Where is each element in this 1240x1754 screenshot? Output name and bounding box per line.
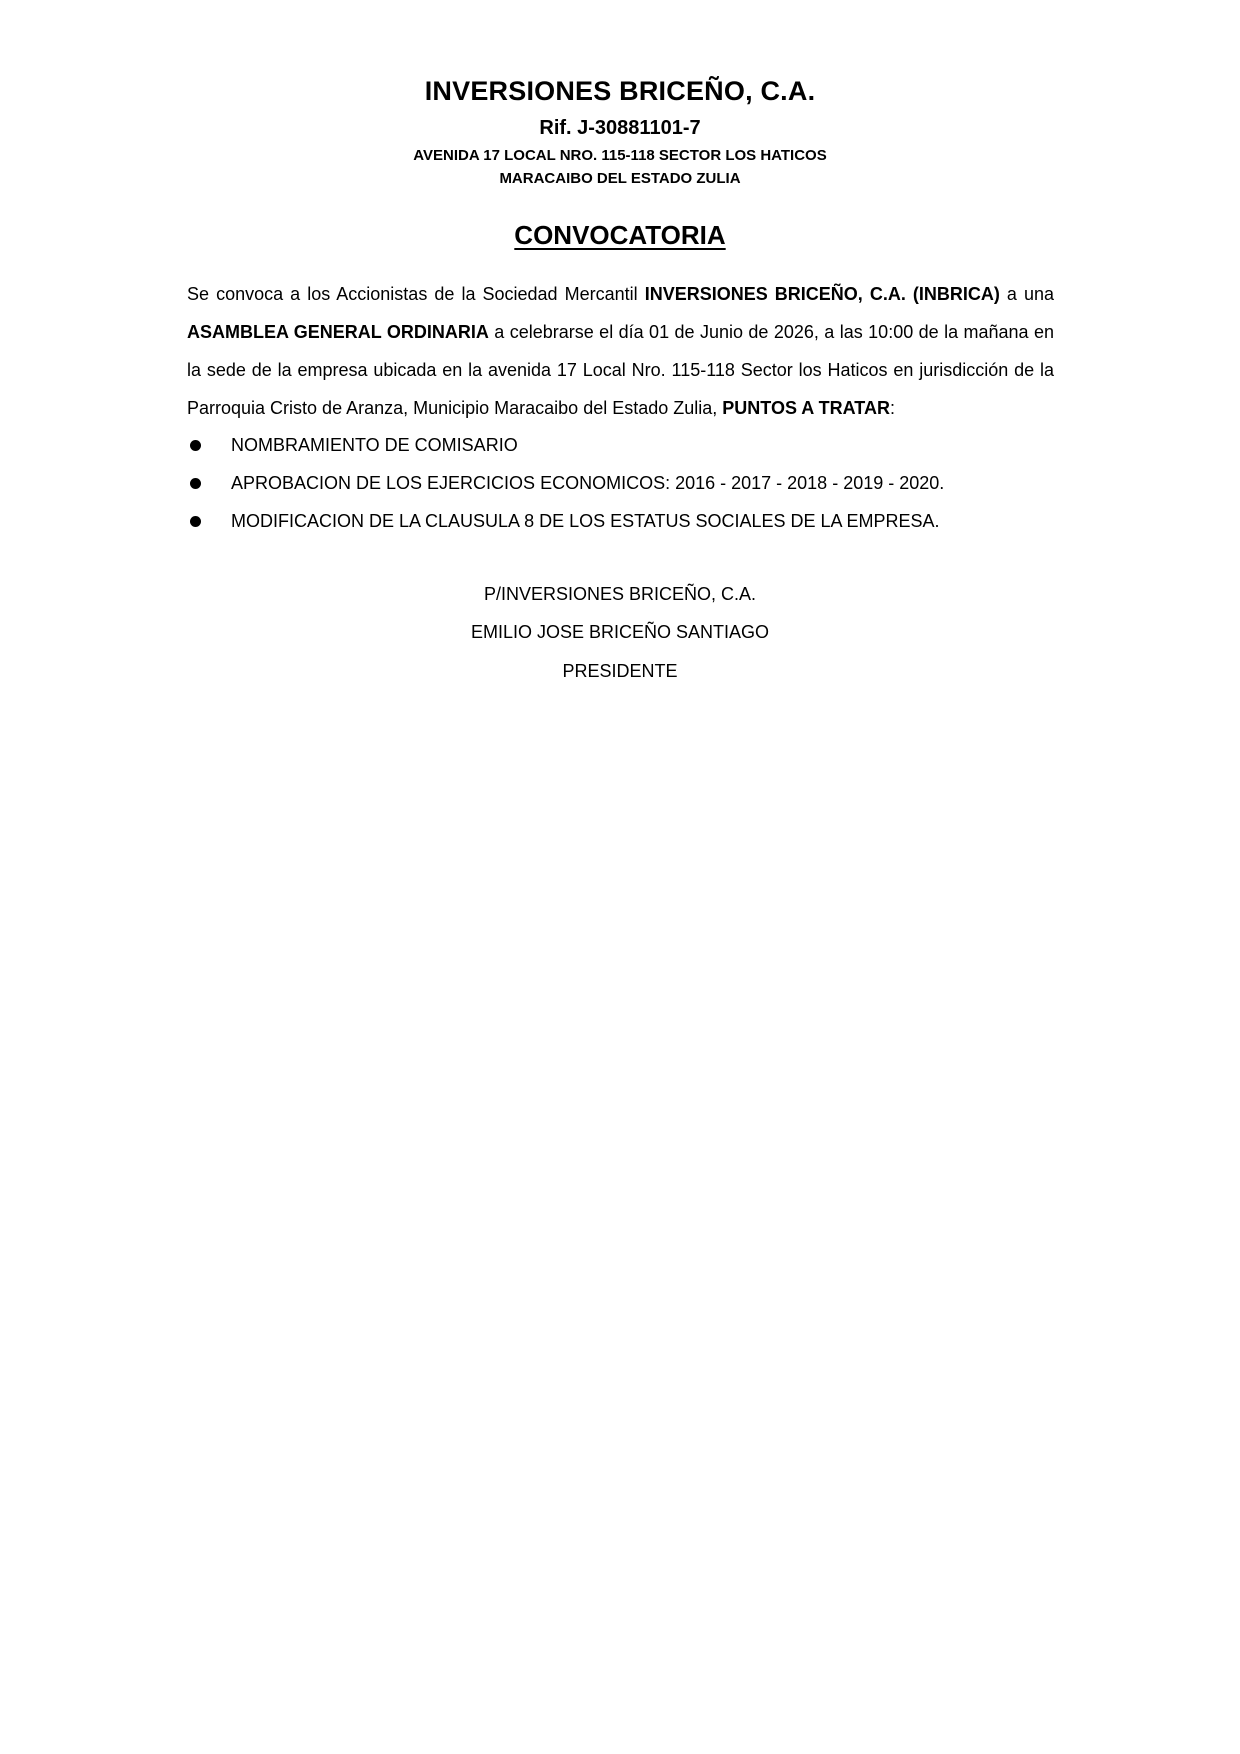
bullet-icon xyxy=(190,440,201,451)
agenda-item-text: APROBACION DE LOS EJERCICIOS ECONOMICOS: 2016 - 2017 - 2018 - 2019 - 2020. xyxy=(231,473,945,493)
convocation-paragraph xyxy=(187,275,1054,427)
agenda-item-text: NOMBRAMIENTO DE COMISARIO xyxy=(231,435,518,455)
agenda-list xyxy=(187,426,1067,540)
agenda-item xyxy=(187,426,1067,464)
address-line-1: AVENIDA 17 LOCAL NRO. 115-118 SECTOR LOS HATICOS xyxy=(413,147,827,164)
paragraph-text-4: : xyxy=(889,398,895,418)
company-name-bold: INVERSIONES BRICEÑO, C.A. (INBRICA) xyxy=(644,284,1000,304)
bullet-icon xyxy=(190,516,201,527)
paragraph-text-3: a celebrarse el día 01 de Junio de 2026, a las 10:00 de la mañana en la sede de la empresa ubicada en la avenida 17 Local Nro. 115-118 Sector los Haticos en jurisdicción de la Parroquia Cristo de Aranza, Municipio Maracaibo del Estado Zulia, xyxy=(187,322,1054,418)
agenda-item-text: MODIFICACION DE LA CLAUSULA 8 DE LOS ESTATUS SOCIALES DE LA EMPRESA. xyxy=(231,511,940,531)
company-name: INVERSIONES BRICEÑO, C.A. xyxy=(424,76,816,106)
agenda-item xyxy=(187,464,1067,502)
assembly-type-bold: ASAMBLEA GENERAL ORDINARIA xyxy=(187,322,489,342)
paragraph-text-1: Se convoca a los Accionistas de la Sociedad Mercantil xyxy=(187,284,645,304)
company-rif: Rif. J-30881101-7 xyxy=(539,117,701,139)
document-title: CONVOCATORIA xyxy=(514,220,726,250)
signature-company: P/INVERSIONES BRICEÑO, C.A. xyxy=(483,584,757,604)
agenda-heading-bold: PUNTOS A TRATAR xyxy=(722,398,890,418)
agenda-item xyxy=(187,502,1067,540)
address-line-2: MARACAIBO DEL ESTADO ZULIA xyxy=(499,170,741,187)
signature-name: EMILIO JOSE BRICEÑO SANTIAGO xyxy=(470,622,770,642)
bullet-icon xyxy=(190,478,201,489)
signature-title: PRESIDENTE xyxy=(562,661,678,681)
paragraph-text-2: a una xyxy=(999,284,1055,304)
